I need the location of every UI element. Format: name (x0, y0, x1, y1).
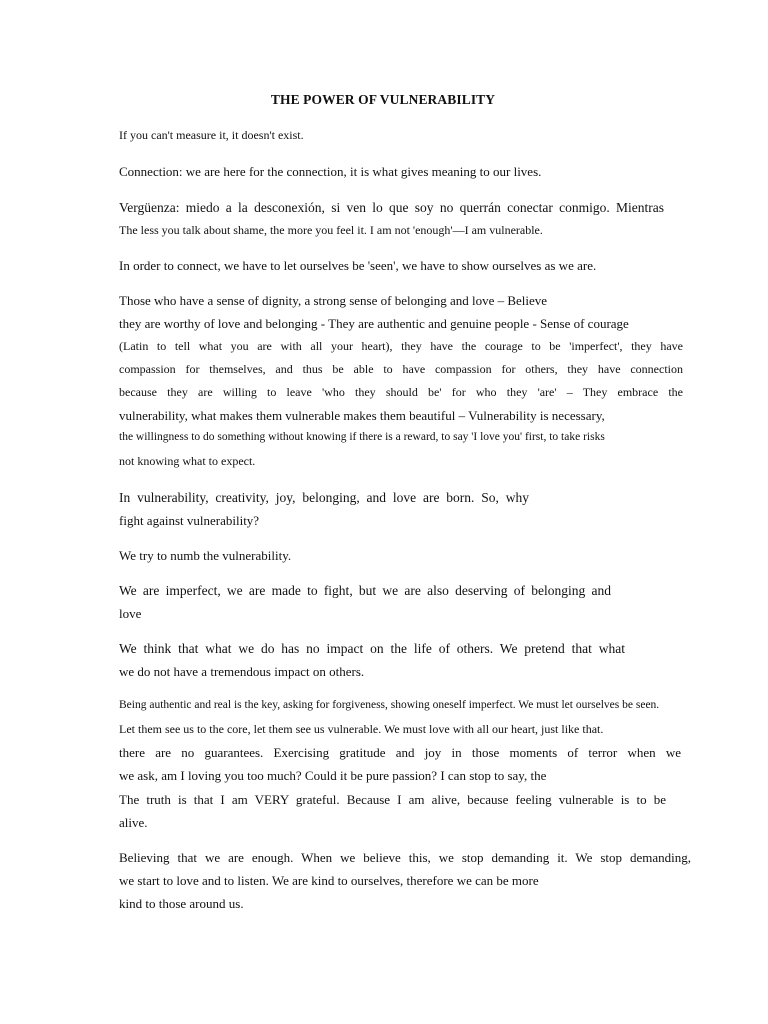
text-line: Let them see us to the core, let them see us vulnerable. We must love with all our heart, just like that. (119, 722, 604, 736)
document-title: THE POWER OF VULNERABILITY (270, 92, 496, 107)
text-line: fight against vulnerability? (119, 513, 260, 528)
text-line: kind to those around us. (119, 896, 244, 911)
text-line: The less you talk about shame, the more you feel it. I am not 'enough'—I am vulnerable. (119, 223, 543, 237)
text-line: they are worthy of love and belonging - They are authentic and genuine people - Sense of courage (119, 316, 629, 331)
text-line: Vergüenza: miedo a la desconexión, si ven lo que soy no querrán conectar conmigo. Mientras (119, 200, 664, 215)
text-line: vulnerability, what makes them vulnerable makes them beautiful – Vulnerability is necessary, (119, 408, 605, 423)
text-line: alive. (119, 815, 148, 830)
text-line: we ask, am I loving you too much? Could it be pure passion? I can stop to say, the (119, 768, 547, 783)
text-line: We are imperfect, we are made to fight, but we are also deserving of belonging and (119, 583, 611, 598)
text-line: not knowing what to expect. (119, 454, 256, 468)
text-line: Believing that we are enough. When we believe this, we stop demanding it. We stop demanding, (119, 850, 691, 865)
text-line: there are no guarantees. Exercising gratitude and joy in those moments of terror when we (119, 745, 681, 760)
text-line: Being authentic and real is the key, asking for forgiveness, showing oneself imperfect. We must let ourselves be seen. (119, 699, 660, 711)
text-line: Connection: we are here for the connection, it is what gives meaning to our lives. (119, 164, 542, 179)
text-line: the willingness to do something without knowing if there is a reward, to say 'I love you' first, to take risks (119, 431, 605, 443)
text-line: The truth is that I am VERY grateful. Because I am alive, because feeling vulnerable is to be (119, 792, 666, 807)
text-line: We think that what we do has no impact on the life of others. We pretend that what (119, 641, 625, 656)
text-line: In vulnerability, creativity, joy, belonging, and love are born. So, why (119, 490, 529, 505)
text-line: We try to numb the vulnerability. (119, 548, 292, 563)
text-line: Those who have a sense of dignity, a strong sense of belonging and love – Believe (119, 293, 548, 308)
text-line: compassion for themselves, and thus be able to have compassion for others, they have connection (119, 362, 683, 376)
text-line: If you can't measure it, it doesn't exist. (119, 128, 304, 142)
text-line: because they are willing to leave 'who they should be' for who they 'are' – They embrace the (119, 385, 683, 399)
text-line: love (119, 606, 142, 621)
text-line: we start to love and to listen. We are kind to ourselves, therefore we can be more (119, 873, 539, 888)
text-line: In order to connect, we have to let ourselves be 'seen', we have to show ourselves as we are. (119, 258, 597, 273)
text-line: (Latin to tell what you are with all your heart), they have the courage to be 'imperfect', they have (119, 339, 683, 353)
text-line: we do not have a tremendous impact on others. (119, 664, 365, 679)
document-page (119, 0, 691, 1024)
